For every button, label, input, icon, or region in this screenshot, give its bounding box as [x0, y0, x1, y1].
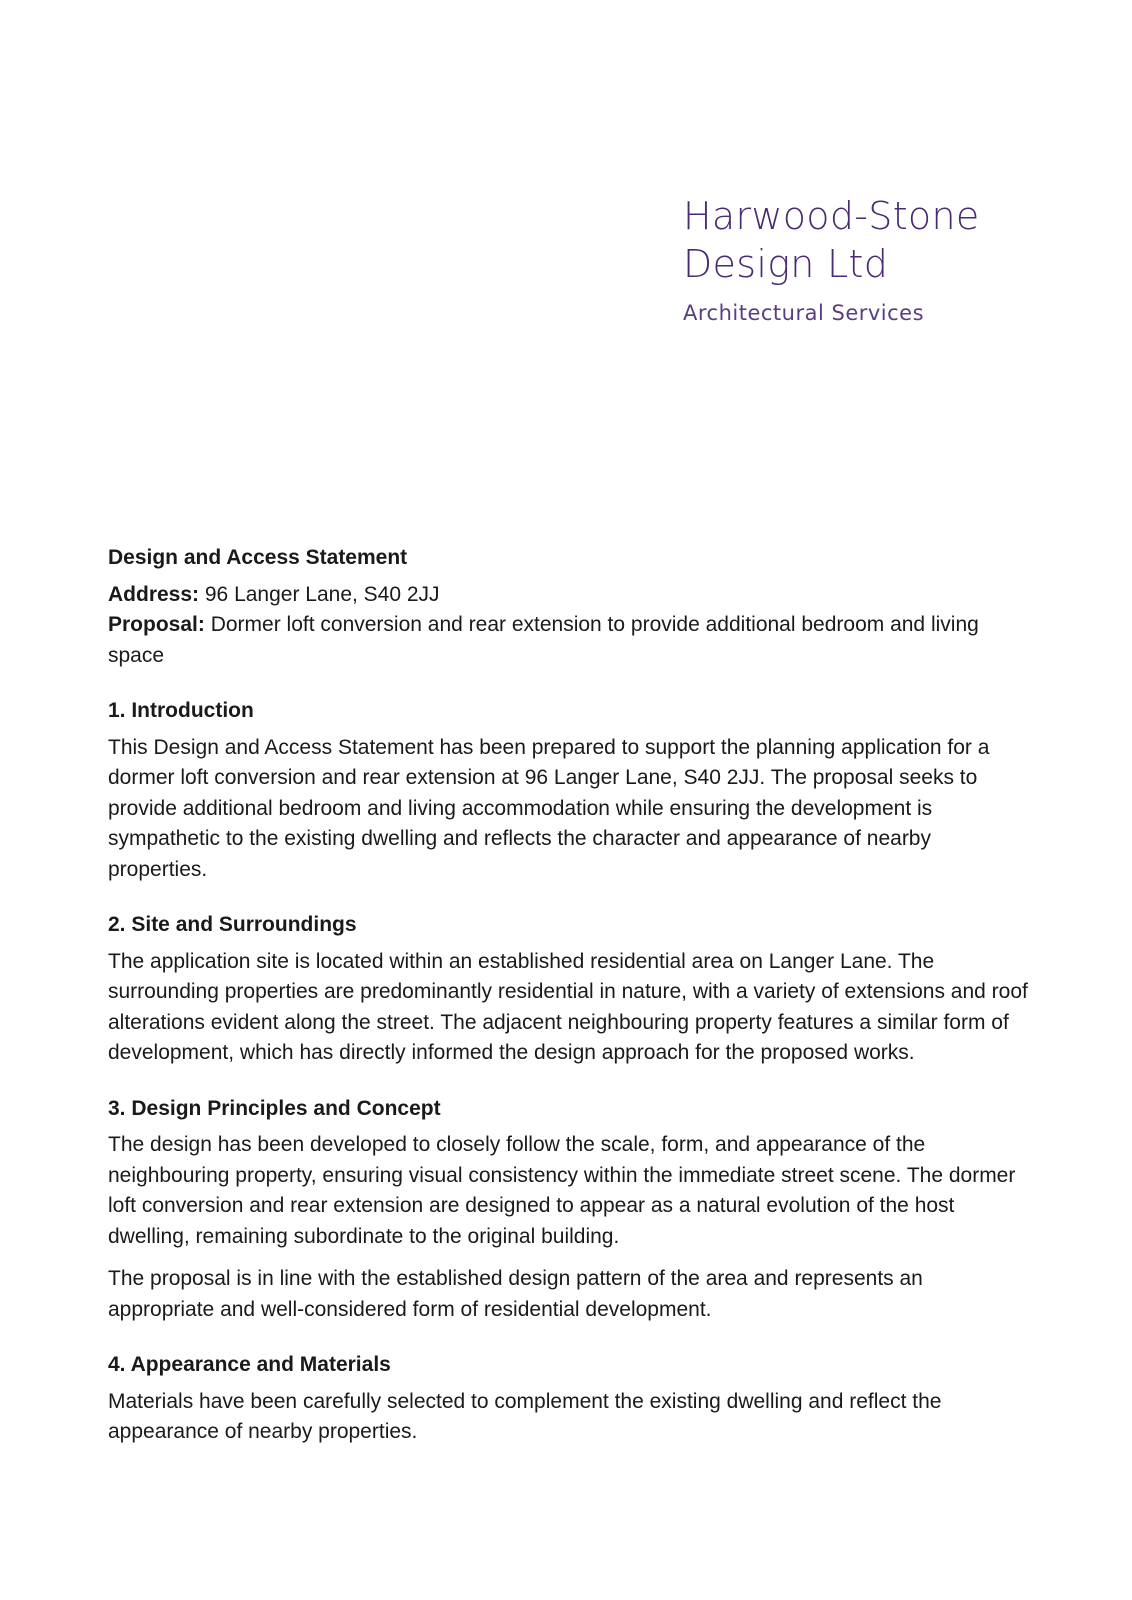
- company-name-line-1: Harwood-Stone: [683, 194, 980, 238]
- section-design-principles: [108, 1094, 1028, 1326]
- section-introduction: [108, 696, 1028, 885]
- proposal-value: Dormer loft conversion and rear extension to provide additional bedroom and living space: [108, 613, 979, 667]
- section-paragraph: Materials have been carefully selected to complement the existing dwelling and reflect the appearance of nearby properties.: [108, 1389, 942, 1443]
- section-heading: 4. Appearance and Materials: [108, 1353, 391, 1376]
- company-name-line-2: Design Ltd: [683, 242, 889, 286]
- company-letterhead: [683, 192, 1103, 326]
- proposal-line: [108, 610, 1028, 671]
- section-site-and-surroundings: [108, 910, 1028, 1069]
- proposal-label: Proposal:: [108, 613, 205, 636]
- section-paragraph: The application site is located within an established residential area on Langer Lane. The surrounding properties are predominantly residential in nature, with a variety of extensions and roof alterations evident along the street. The adjacent neighbouring property features a similar form of development, which has directly informed the design approach for the proposed works.: [108, 949, 1028, 1064]
- address-line: [108, 580, 1028, 611]
- company-tagline: Architectural Services: [683, 301, 925, 325]
- section-paragraph: The design has been developed to closely follow the scale, form, and appearance of the neighbouring property, ensuring visual consistency within the immediate street scene. The dormer loft conversion and rear extension are designed to appear as a natural evolution of the host dwelling, remaining subordinate to the original building.: [108, 1133, 1016, 1248]
- document-body: [108, 543, 1028, 1448]
- section-paragraph: This Design and Access Statement has been prepared to support the planning application for a dormer loft conversion and rear extension at 96 Langer Lane, S40 2JJ. The proposal seeks to provide additional bedroom and living accommodation while ensuring the development is sympathetic to the existing dwelling and reflects the character and appearance of nearby properties.: [108, 735, 990, 881]
- address-label: Address:: [108, 582, 200, 606]
- section-paragraph: The proposal is in line with the established design pattern of the area and represents an appropriate and well-considered form of residential development.: [108, 1267, 923, 1321]
- address-value: 96 Langer Lane, S40 2JJ: [204, 582, 440, 606]
- section-appearance-materials: [108, 1350, 1028, 1448]
- section-heading: 1. Introduction: [108, 699, 254, 722]
- section-heading: 2. Site and Surroundings: [108, 913, 357, 936]
- document-title: Design and Access Statement: [108, 546, 408, 569]
- section-heading: 3. Design Principles and Concept: [108, 1096, 441, 1120]
